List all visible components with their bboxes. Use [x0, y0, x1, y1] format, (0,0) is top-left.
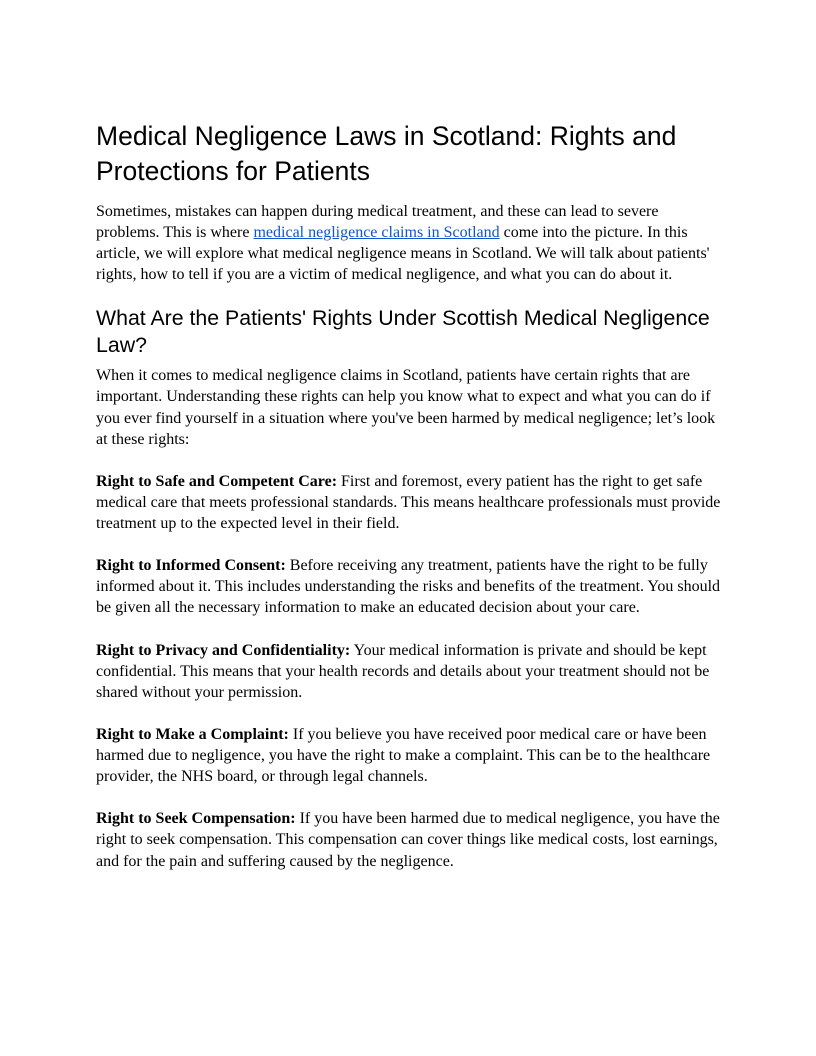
section-intro-paragraph: When it comes to medical negligence claims in Scotland, patients have certain rights that are important. Understanding these rights can help you know what to expect and what you can do if you ever find yourself in a situation where you've been harmed by medical negligence; let’s look at these rights: [96, 367, 716, 448]
section-heading: What Are the Patients' Rights Under Scottish Medical Negligence Law? [96, 306, 710, 358]
right-title: Right to Make a Complaint: [96, 725, 289, 743]
right-description: First and foremost, every patient has the right to get safe medical care that meets professional standards. This means healthcare professionals must provide treatment up to the expected level in their field. [96, 472, 721, 533]
document-title: Medical Negligence Laws in Scotland: Rights and Protections for Patients [96, 121, 677, 186]
right-title: Right to Safe and Competent Care: [96, 472, 338, 490]
right-paragraph-informed-consent [96, 555, 724, 618]
intro-text-after-link: come into the picture. In this article, we will explore what medical negligence means in Scotland. We will talk about patients' rights, how to tell if you are a victim of medical negligence, and what you can do about it. [96, 224, 710, 284]
right-paragraph-compensation [96, 808, 724, 871]
medical-negligence-claims-link[interactable]: medical negligence claims in Scotland [253, 224, 500, 242]
right-title: Right to Seek Compensation: [96, 810, 296, 828]
document-page [96, 119, 724, 872]
right-paragraph-complaint [96, 724, 724, 787]
right-description: If you have been harmed due to medical negligence, you have the right to seek compensation. This compensation can cover things like medical costs, lost earnings, and for the pain and suffering caused by the negligence. [96, 810, 720, 870]
right-description: If you believe you have received poor medical care or have been harmed due to negligence, you have the right to make a complaint. This can be to the healthcare provider, the NHS board, or through legal channels. [96, 725, 711, 786]
right-description: Before receiving any treatment, patients have the right to be fully informed about it. This includes understanding the risks and benefits of the treatment. You should be given all the necessary information to make an educated decision about your care. [96, 557, 721, 617]
intro-text-before-link: Sometimes, mistakes can happen during medical treatment, and these can lead to severe problems. This is where [96, 203, 659, 242]
right-paragraph-safe-care [96, 471, 724, 534]
right-paragraph-privacy [96, 640, 724, 703]
right-title: Right to Informed Consent: [96, 557, 286, 575]
right-description: Your medical information is private and should be kept confidential. This means that your health records and details about your treatment should not be shared without your permission. [96, 641, 710, 701]
intro-paragraph [96, 201, 724, 285]
right-title: Right to Privacy and Confidentiality: [96, 641, 351, 659]
